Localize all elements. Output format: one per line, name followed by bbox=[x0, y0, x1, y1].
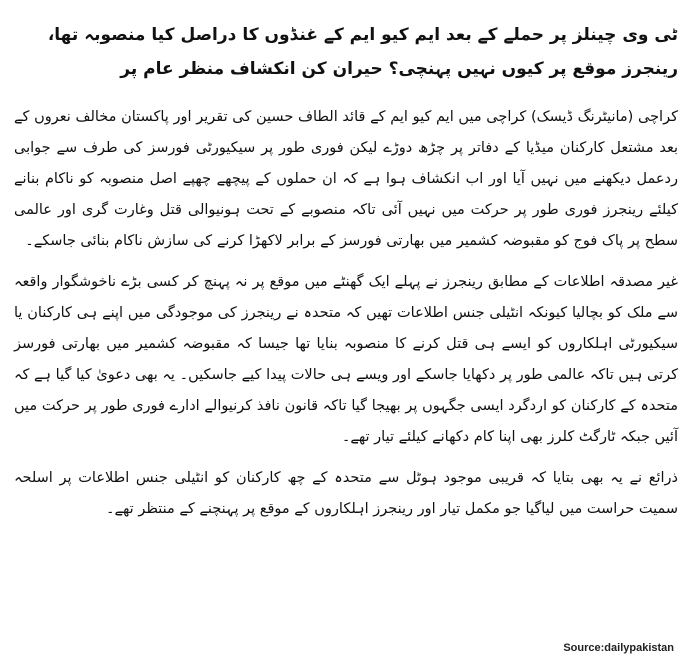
article bbox=[14, 18, 678, 658]
article-paragraph-1: کراچی (مانیٹرنگ ڈیسک) کراچی میں ایم کیو ایم کے قائد الطاف حسین کی تقریر اور پاکستان مخالف نعروں کے بعد مشتعل کارکنان میڈیا کے دفاتر پر چڑھ دوڑے لیکن فوری طور پر سیکیورٹی فورسز کی طرف سے جوابی ردعمل دیکھنے میں نہیں آیا اور اب انکشاف ہوا ہے کہ ان حملوں کے پیچھے چھپے اصل منصوبہ کو ناکام بنانے کیلئے رینجرز فوری طور پر حرکت میں نہیں آئی تاکہ منصوبے کے تحت ہونیوالی قتل وغارت گری اور عالمی سطح پر پاک فوج کو مقبوضہ کشمیر میں بھارتی فورسز کے برابر لاکھڑا کرنے کی سازش ناکام بنائی جاسکے۔ bbox=[14, 109, 678, 249]
source-credit: Source:dailypakistan bbox=[563, 642, 674, 654]
article-paragraph-3: ذرائع نے یہ بھی بتایا کہ قریبی موجود ہوٹل سے متحدہ کے چھ کارکنان کو انٹیلی جنس اطلاعات پر اسلحہ سمیت حراست میں لیاگیا جو مکمل تیار اور رینجرز اہلکاروں کے موقع پر پہنچنے کے منتظر تھے۔ bbox=[14, 470, 678, 517]
article-headline: ٹی وی چینلز پر حملے کے بعد ایم کیو ایم کے غنڈوں کا دراصل کیا منصوبہ تھا، رینجرز موقع پر کیوں نہیں پہنچی؟ حیران کن انکشاف منظر عام پر bbox=[47, 25, 678, 79]
article-paragraph-2: غیر مصدقہ اطلاعات کے مطابق رینجرز نے پہلے ایک گھنٹے میں موقع پر نہ پہنچ کر کسی بڑے ناخوشگوار واقعہ سے ملک کو بچالیا کیونکہ انٹیلی جنس اطلاعات تھیں کہ متحدہ نے رینجرز کی موجودگی میں اپنے ہی کارکنان یا سیکیورٹی اہلکاروں کو ایسے ہی قتل کرنے کا منصوبہ بنایا تھا جیسا کہ مقبوضہ کشمیر میں بھارتی فورسز کرتی ہیں تاکہ عالمی طور پر دکھایا جاسکے اور ویسے ہی حالات پیدا کیے جاسکیں۔ یہ بھی دعویٰ کیا گیا ہے کہ متحدہ کے کارکنان کو اردگرد ایسی جگہوں پر بھیجا گیا تاکہ قانون نافذ کرنیوالے ادارے فوری طور پر حرکت میں آئیں جبکہ ٹارگٹ کلرز بھی اپنا کام دکھانے کیلئے تیار تھے۔ bbox=[14, 274, 678, 445]
